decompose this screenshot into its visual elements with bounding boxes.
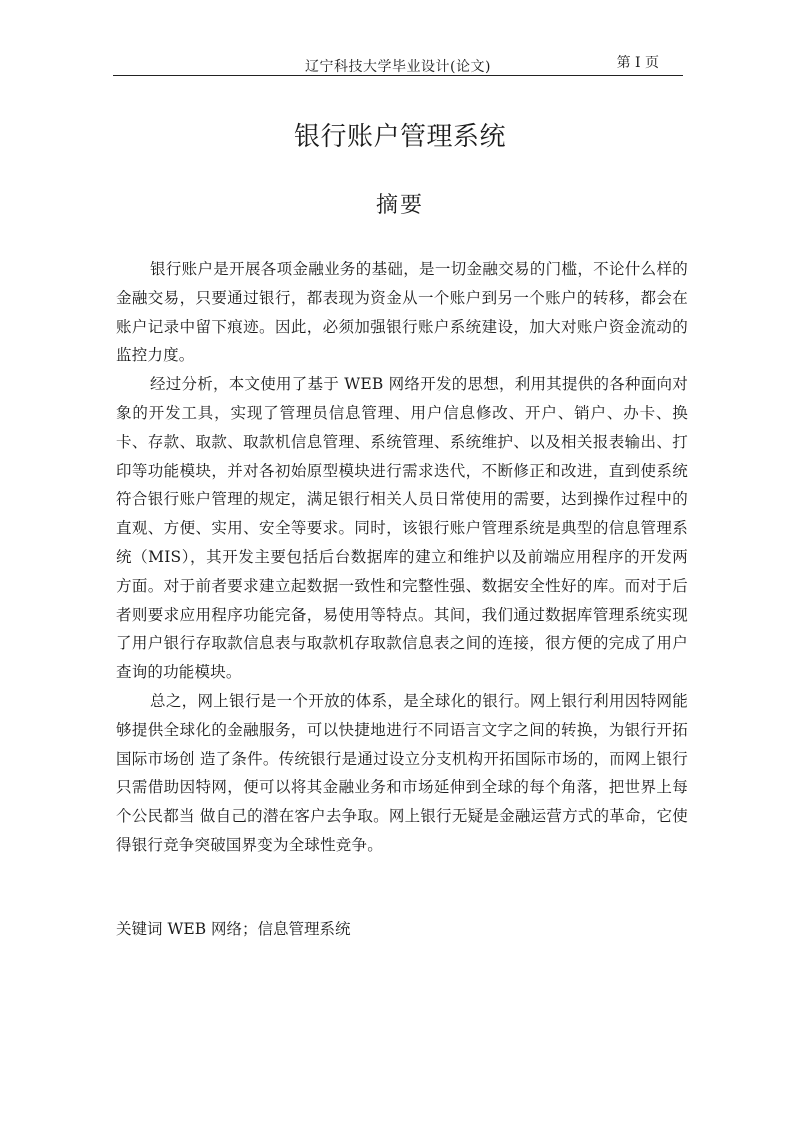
header-title: 辽宁科技大学毕业设计(论文)	[305, 59, 491, 75]
abstract-paragraph: 总之，网上银行是一个开放的体系，是全球化的银行。网上银行利用因特网能够提供全球化的金融服务，可以快捷地进行不同语言文字之间的转换，为银行开拓国际市场创 造了条件。传统银行是通过设立分支机构开拓国际市场的，而网上银行只需借助因特网，便可以将其金融业务和市场延伸到全球的每个角落，把世界上每个公民都当 做自己的潜在客户去争取。网上银行无疑是金融运营方式的革命，它使得银行竞争突破国界变为全球性竞争。	[116, 691, 688, 854]
document-title: 银行账户管理系统	[293, 122, 506, 152]
keywords-line	[116, 917, 351, 939]
keywords-value: WEB 网络；信息管理系统	[167, 920, 351, 938]
page-number: 第 I 页	[616, 55, 659, 71]
keywords-label: 关键词	[116, 920, 163, 938]
abstract-paragraph: 银行账户是开展各项金融业务的基础，是一切金融交易的门槛，不论什么样的金融交易，只要通过银行，都表现为资金从一个账户到另一个账户的转移，都会在账户记录中留下痕迹。因此，必须加强银行账户系统建设，加大对账户资金流动的监控力度。	[116, 260, 688, 365]
abstract-heading: 摘要	[375, 193, 424, 218]
abstract-paragraph: 经过分析，本文使用了基于 WEB 网络开发的思想，利用其提供的各种面向对象的开发工具，实现了管理员信息管理、用户信息修改、开户、销户、办卡、换卡、存款、取款、取款机信息管理、系统管理、系统维护、以及相关报表输出、打印等功能模块，并对各初始原型模块进行需求迭代，不断修正和改进，直到使系统符合银行账户管理的规定，满足银行相关人员日常使用的需要，达到操作过程中的直观、方便、实用、安全等要求。同时，该银行账户管理系统是典型的信息管理系统（MIS），其开发主要包括后台数据库的建立和维护以及前端应用程序的开发两方面。对于前者要求建立起数据一致性和完整性强、数据安全性好的库。而对于后者则要求应用程序功能完备，易使用等特点。其间，我们通过数据库管理系统实现了用户银行存取款信息表与取款机存取款信息表之间的连接，很方便的完成了用户查询的功能模块。	[116, 375, 688, 682]
page-header	[113, 50, 683, 76]
abstract-body	[116, 255, 688, 860]
